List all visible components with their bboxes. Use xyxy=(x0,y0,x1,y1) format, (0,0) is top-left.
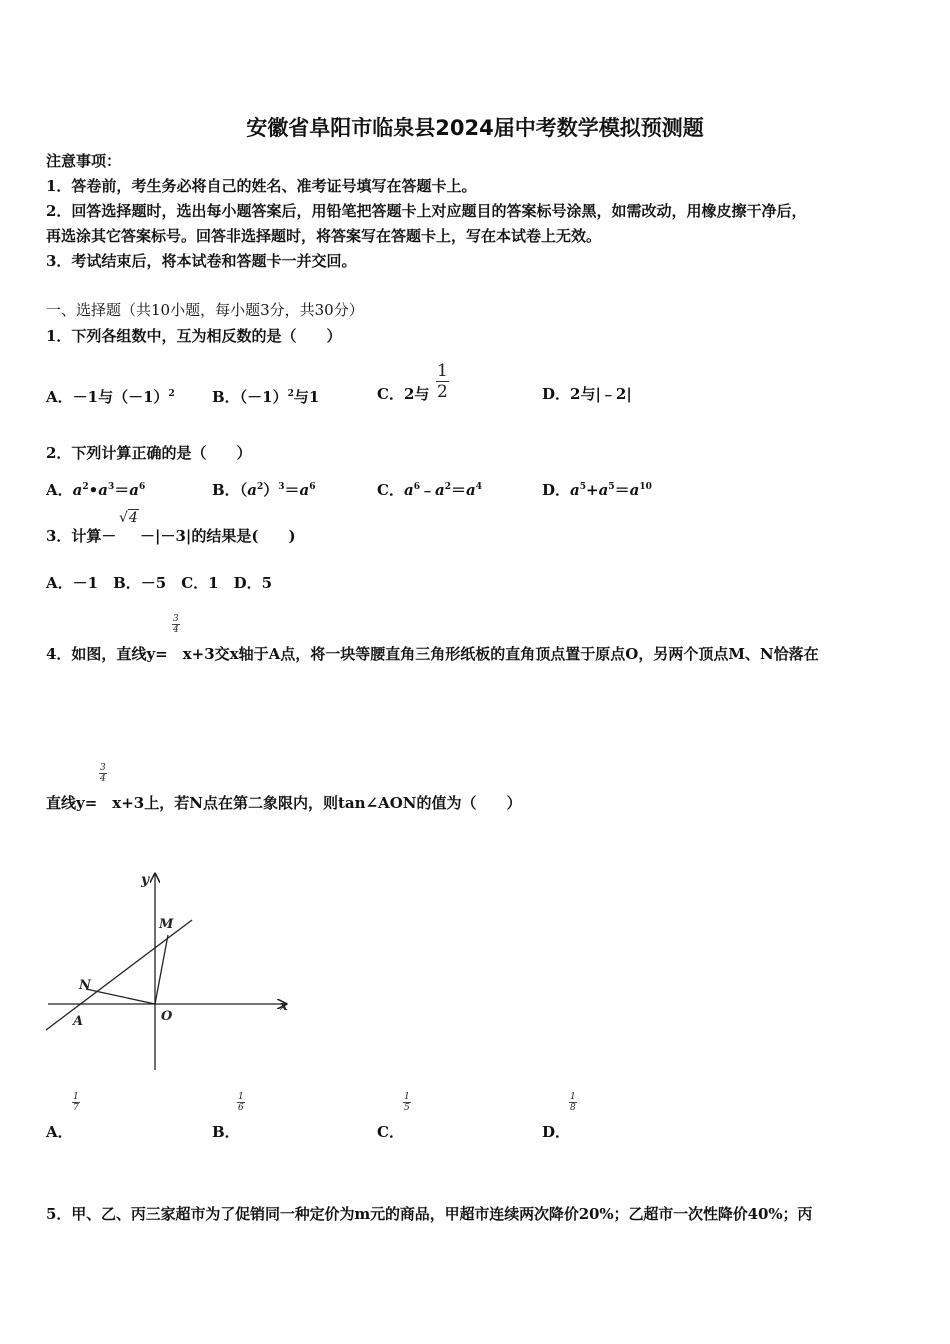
q3-options: A．－1 B．－5 C．1 D．5 xyxy=(46,574,273,592)
q1-option-a: A．－1与$(-1)^2$ xyxy=(46,388,175,406)
q2-option-a: A．$a^2•a^3=a^6$ xyxy=(46,481,146,499)
q4-option-a-fraction: $\frac{1}{7}$ xyxy=(73,1092,79,1113)
point-n-label: N xyxy=(79,978,91,993)
q1-option-c: C．2与 xyxy=(377,385,430,403)
q4-option-c: C． xyxy=(377,1123,404,1141)
question-5-line-1: 5．甲、乙、丙三家超市为了促销同一种定价为m元的商品，甲超市连续两次降价20%；乙超市一次性降价40%；丙 xyxy=(46,1205,813,1223)
q1-c-fraction: 1 2 xyxy=(437,361,448,402)
x-axis-label: x xyxy=(280,999,288,1014)
segment-om xyxy=(155,935,168,1004)
question-2-stem: 2．下列计算正确的是（ ） xyxy=(46,444,252,462)
point-m-label: M xyxy=(159,917,174,932)
q4-fraction-2: $\frac{3}{4}$ xyxy=(100,763,106,784)
question-4-line-2: 直线y= x+3上，若N点在第二象限内，则tan∠AON的值为（ ） xyxy=(46,794,522,812)
question-3-post: －|－3|的结果是( ) xyxy=(140,527,296,545)
q1-option-d: D．2与|﹣2| xyxy=(542,385,632,403)
q4-option-a: A． xyxy=(46,1123,73,1141)
question-3-pre: 3．计算－ xyxy=(46,527,117,545)
q4-option-d-fraction: $\frac{1}{8}$ xyxy=(570,1092,576,1113)
page-title: 安徽省阜阳市临泉县2024届中考数学模拟预测题 xyxy=(246,116,704,140)
y-axis-label: y xyxy=(141,872,150,888)
q2-option-b: B．$(a^2)^3=a^6$ xyxy=(212,481,316,499)
point-a-label: A xyxy=(73,1014,84,1029)
q4-option-b-fraction: $\frac{1}{6}$ xyxy=(238,1092,244,1113)
point-o-label: O xyxy=(161,1009,173,1024)
question-4-line-1: 4．如图，直线y= x+3交x轴于A点，将一块等腰直角三角形纸板的直角顶点置于原点O，另两个顶点M、N恰落在 xyxy=(46,645,819,663)
notice-item: 1．答卷前，考生务必将自己的姓名、准考证号填写在答题卡上。 xyxy=(46,177,477,195)
q2-option-d: D．$a^5+a^5=a^{10}$ xyxy=(542,481,652,499)
question-1-stem: 1．下列各组数中，互为相反数的是（ ） xyxy=(46,327,342,345)
q4-fraction-1: $\frac{3}{4}$ xyxy=(173,614,179,635)
q2-option-c: C．$a^6﹣a^2=a^4$ xyxy=(377,481,482,499)
section-heading: 一、选择题（共10小题，每小题3分，共30分） xyxy=(46,301,364,319)
q4-option-d: D． xyxy=(542,1123,571,1141)
segment-on xyxy=(86,989,155,1004)
notice-item: 3．考试结束后，将本试卷和答题卡一并交回。 xyxy=(46,252,357,270)
q4-option-b: B． xyxy=(212,1123,240,1141)
q3-sqrt: √4 xyxy=(119,510,138,526)
q4-figure xyxy=(40,862,300,1077)
q4-option-c-fraction: $\frac{1}{5}$ xyxy=(404,1092,410,1113)
q1-option-b: B．$(-1)^2$与1 xyxy=(212,388,320,406)
notice-item: 再选涂其它答案标号。回答非选择题时，将答案写在答题卡上，写在本试卷上无效。 xyxy=(46,227,602,245)
notice-item: 2．回答选择题时，选出每小题答案后，用铅笔把答题卡上对应题目的答案标号涂黑，如需改动，用橡皮擦干净后， xyxy=(46,202,807,220)
notice-heading: 注意事项： xyxy=(46,152,122,170)
